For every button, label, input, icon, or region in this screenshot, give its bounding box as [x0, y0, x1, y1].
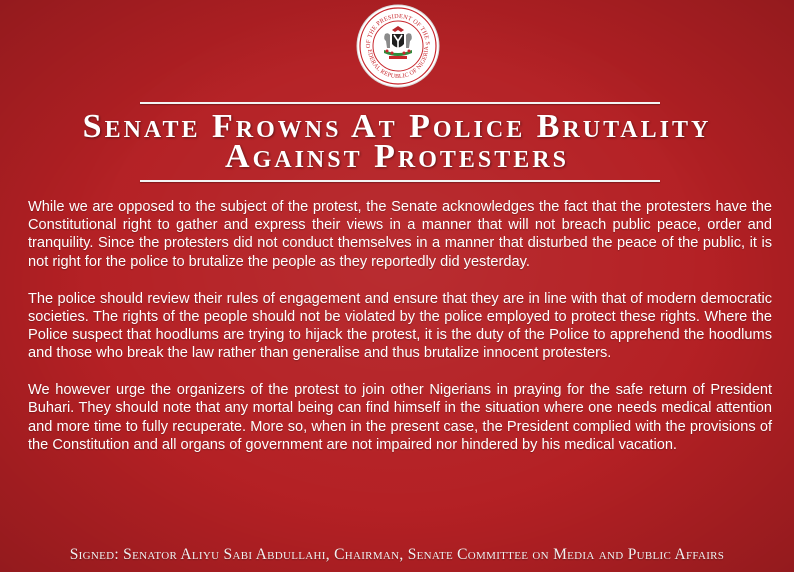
paragraph-3: We however urge the organizers of the protest to join other Nigerians in praying for the safe return of President Buhari. They should note that any mortal being can find himself in the situation where one needs medical attention and more time to fully recuperate. More so, when in the present case, the President complied with the provisions of the Constitution and all organs of government are not impaired nor hindered by his medical vacation.	[28, 382, 772, 453]
headline-line-1: Senate Frowns At Police Brutality	[82, 108, 712, 145]
top-divider	[140, 102, 660, 104]
paragraph-1: While we are opposed to the subject of the protest, the Senate acknowledges the fact that the protesters have the Constitutional right to gather and express their views in a manner that will not breach public peace, order and tranquility. Since the protesters did not conduct themselves in a manner that disturbed the peace of the public, it is not right for the police to brutalize the people as they reportedly did yesterday.	[28, 199, 772, 270]
seal-bottom-text: EDERAL REPUBLIC OF NIGERIA	[365, 45, 431, 81]
signature-line: Signed: Senator Aliyu Sabi Abdullahi, Chairman, Senate Committee on Media and Public Affairs	[69, 546, 725, 563]
seal-top-text: OF THE PRESIDENT OF THE S	[364, 12, 432, 49]
statement-body	[28, 198, 772, 473]
senate-seal	[356, 4, 440, 88]
bottom-divider	[140, 180, 660, 182]
headline-line-2: Against Protesters	[225, 138, 569, 175]
paragraph-2: The police should review their rules of engagement and ensure that they are in line with that of modern democratic societies. The rights of the people should not be violated by the police employed to protect these rights. Where the Police suspect that hoodlums are trying to hijack the protest, it is the duty of the Police to apprehend the hoodlums and those who break the law rather than generalise and thus brutalize innocent protesters.	[28, 290, 772, 362]
